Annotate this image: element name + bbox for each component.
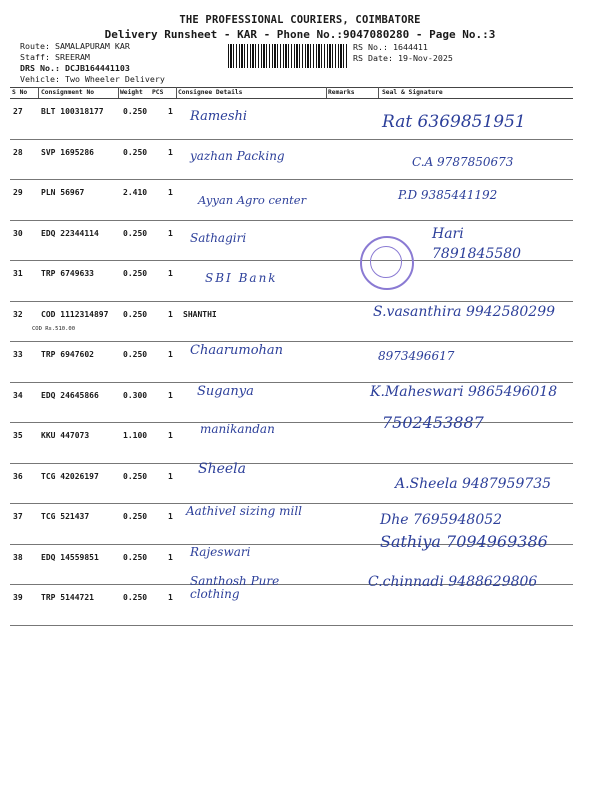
handwritten-signature: C.chinnadi 9488629806 [368,574,538,590]
handwritten-name: Suganya [197,384,254,399]
handwritten-name: Ayyan Agro center [198,193,307,207]
handwritten-signature: Hari 7891845580 [432,226,522,262]
handwritten-name: SBI Bank [205,271,278,285]
handwritten-signature: Rat 6369851951 [382,112,526,132]
col-consignment: Consignment No [41,89,95,96]
runsheet-title: Delivery Runsheet - KAR - Phone No.:9047080280 - Page No.:3 [104,28,496,41]
col-consignee: Consignee Details [178,89,243,96]
handwritten-signature: Dhe 7695948052 [380,512,503,528]
company-title: THE PROFESSIONAL COURIERS, COIMBATORE [179,14,421,26]
table-row: 37 TCG 521437 0.250 1 [10,504,573,545]
drs-label: DRS No.: DCJB164441103 [20,63,130,73]
table-header [10,87,573,99]
table-row: 29 PLN 56967 2.410 1 [10,180,573,221]
meta-left [20,41,165,85]
table-row: 36 TCG 42026197 0.250 1 [10,464,573,505]
meta-right [353,42,453,64]
table-row: 32 COD 1112314897 0.250 1 SHANTHI COD Rs.510.00 [10,302,573,343]
handwritten-signature: C.A 9787850673 [412,155,514,169]
cod-amount: COD Rs.510.00 [32,325,76,332]
handwritten-name: Aathivel sizing mill [186,504,303,518]
handwritten-name: Chaarumohan [190,343,284,358]
barcode [228,44,348,68]
col-remarks: Remarks [328,89,355,96]
route-label: Route: SAMALAPURAM KAR [20,41,130,51]
col-pcs: PCS [152,89,164,96]
table-row: 30 EDQ 22344114 0.250 1 [10,221,573,262]
handwritten-signature: S.vasanthira 9942580299 [373,304,556,320]
col-sno: S No [12,89,28,96]
table-row: 31 TRP 6749633 0.250 1 [10,261,573,302]
handwritten-signature: A.Sheela 9487959735 [395,476,552,492]
rs-number: RS No.: 1644411 [353,42,428,52]
handwritten-signature: K.Maheswari 9865496018 [370,384,558,400]
handwritten-signature: Sathiya 7094969386 [380,532,548,551]
table-row: 27 BLT 100318177 0.250 1 [10,99,573,140]
vehicle-label: Vehicle: Two Wheeler Delivery [20,74,165,84]
col-weight: Weight [120,89,143,96]
handwritten-name: Rajeswari [190,545,251,559]
handwritten-name: yazhan Packing [190,149,285,163]
table-row: 35 KKU 447073 1.100 1 [10,423,573,464]
handwritten-signature: 8973496617 [378,349,455,363]
table-row: 38 EDQ 14559851 0.250 1 [10,545,573,586]
handwritten-signature: 7502453887 [382,413,484,432]
staff-label: Staff: SREERAM [20,52,90,62]
table-row: 39 TRP 5144721 0.250 1 [10,585,573,626]
handwritten-name: manikandan [200,422,275,436]
bank-seal-stamp [360,236,414,290]
handwritten-name: Rameshi [190,109,248,124]
col-seal: Seal & Signature [382,89,443,96]
rs-date: RS Date: 19-Nov-2025 [353,53,453,63]
handwritten-name: Santhosh Pure clothing [190,574,280,601]
table-row: 28 SVP 1695286 0.250 1 [10,140,573,181]
handwritten-signature: P.D 9385441192 [398,188,498,202]
table-row: 33 TRP 6947602 0.250 1 [10,342,573,383]
handwritten-name: Sathagiri [190,231,247,245]
table-row: 34 EDQ 24645866 0.300 1 [10,383,573,424]
handwritten-name: Sheela [198,461,247,477]
